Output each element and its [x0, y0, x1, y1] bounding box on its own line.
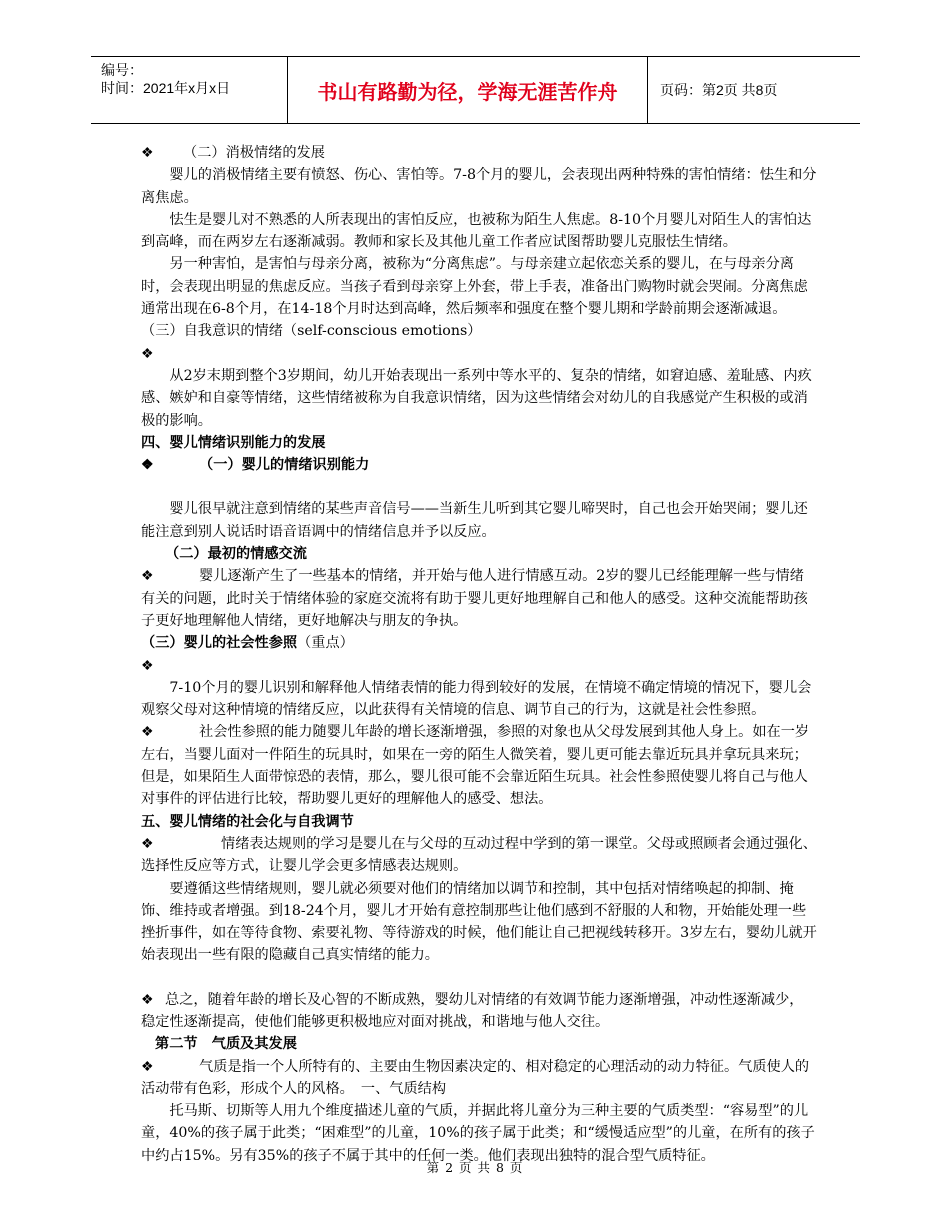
- subheading-emotion-recognition: ❖ （一）婴儿的情绪识别能力: [141, 454, 817, 476]
- bullet-icon: ❖: [141, 345, 154, 362]
- paragraph: ❖ 婴儿逐渐产生了一些基本的情绪，并开始与他人进行情感互动。2岁的婴儿已经能理解一些与情绪有关的问题，此时关于情绪体验的家庭交流将有助于婴儿更好地理解自己和他人的感受。这种交流能帮助孩子更好地理解他人情绪，更好地解决与朋友的争执。: [141, 565, 817, 632]
- bullet-icon: ❖: [141, 657, 154, 674]
- bullet-icon: ❖: [141, 145, 154, 161]
- section-heading-temperament: 第二节 气质及其发展: [155, 1036, 297, 1053]
- section-heading-4: 四、婴儿情绪识别能力的发展: [141, 434, 326, 451]
- paragraph: 怯生是婴儿对不熟悉的人所表现出的害怕反应，也被称为陌生人焦虑。8-10个月婴儿对陌生人的害怕达到高峰，而在两岁左右逐渐减弱。教师和家长及其他儿童工作者应试图帮助婴儿克服怯生情绪。: [141, 211, 812, 251]
- paragraph: 另一种害怕，是害怕与母亲分离，被称为“分离焦虑”。与母亲建立起依恋关系的婴儿，在与母亲分离时，会表现出明显的焦虑反应。当孩子看到母亲穿上外套，带上手表，准备出门购物时就会哭闹。分离焦虑通常出现在6-8个月，在14-18个月时达到高峰，然后频率和强度在整个婴儿期和学龄前期会逐渐减退。: [141, 256, 808, 318]
- header-motto: 书山有路勤为径，学海无涯苦作舟: [287, 57, 648, 123]
- spacer: [141, 967, 817, 989]
- paragraph: ❖ 情绪表达规则的学习是婴儿在与父母的互动过程中学到的第一课堂。父母或照顾者会通过强化、选择性反应等方式，让婴儿学会更多情感表达规则。: [141, 833, 817, 878]
- bullet-icon: ❖: [141, 835, 154, 852]
- bullet-icon: ❖: [141, 724, 154, 741]
- page-header: [91, 56, 860, 124]
- subheading-social-referencing: （三）婴儿的社会性参照（重点）: [141, 635, 354, 652]
- paragraph: ❖ 气质是指一个人所特有的、主要由生物因素决定的、相对稳定的心理活动的动力特征。气质使人的活动带有色彩，形成个人的风格。 一、气质结构: [141, 1056, 817, 1101]
- paragraph: 婴儿很早就注意到情绪的某些声音信号——当新生儿听到其它婴儿啼哭时，自己也会开始哭闹；婴儿还能注意到别人说话时语音语调中的情绪信息并予以反应。: [141, 501, 808, 540]
- bullet-icon: ❖: [141, 457, 154, 474]
- bullet-icon: ❖: [141, 1058, 154, 1075]
- document-date: 时间：2021年x月x日: [101, 80, 231, 96]
- paragraph: ❖ 总之，随着年龄的增长及心智的不断成熟，婴幼儿对情绪的有效调节能力逐渐增强，冲动性逐渐减少，稳定性逐渐提高，使他们能够更积极地应对面对挑战，和谐地与他人交往。: [141, 989, 817, 1034]
- document-number-label: 编号：: [101, 62, 143, 78]
- paragraph: ❖ 社会性参照的能力随婴儿年龄的增长逐渐增强，参照的对象也从父母发展到其他人身上。如在一岁左右，当婴儿面对一件陌生的玩具时，如果在一旁的陌生人微笑着，婴儿更可能去靠近玩具并拿玩具来玩；但是，如果陌生人面带惊恐的表情，那么，婴儿很可能不会靠近陌生玩具。社会性参照使婴儿将自己与他人对事件的评估进行比较，帮助婴儿更好的理解他人的感受、想法。: [141, 721, 817, 810]
- spacer: [141, 476, 817, 498]
- bullet-line: [141, 655, 817, 677]
- paragraph: 要遵循这些情绪规则，婴儿就必须要对他们的情绪加以调节和控制，其中包括对情绪唤起的抑制、掩饰、维持或者增强。到18-24个月，婴儿才开始有意控制那些让他们感到不舒服的人和物，开始能处理一些挫折事件，如在等待食物、索要礼物、等待游戏的时候，他们能让自己把视线转移开。3岁左右，婴幼儿就开始表现出一些有限的隐藏自己真实情绪的能力。: [141, 880, 817, 964]
- bullet-icon: ❖: [141, 568, 154, 585]
- bullet-line: [141, 343, 817, 365]
- bullet-icon: ❖: [141, 991, 154, 1008]
- section-heading-5: 五、婴儿情绪的社会化与自我调节: [141, 813, 354, 830]
- paragraph: 7-10个月的婴儿识别和解释他人情绪表情的能力得到较好的发展，在情境不确定情境的情况下，婴儿会观察父母对这种情境的情绪反应，以此获得有关情境的信息、调节自己的行为，这就是社会性参照。: [141, 679, 812, 719]
- header-page-info: 页码：第2页 共8页: [660, 82, 778, 98]
- header-meta: [91, 57, 287, 123]
- paragraph: 婴儿的消极情绪主要有愤怒、伤心、害怕等。7-8个月的婴儿，会表现出两种特殊的害怕情绪：怯生和分离焦虑。: [141, 167, 817, 206]
- subheading-negative-emotions: ❖ （二）消极情绪的发展: [141, 142, 817, 164]
- paragraph: 托马斯、切斯等人用九个维度描述儿童的气质，并据此将儿童分为三种主要的气质类型：“容易型”的儿童，40%的孩子属于此类；“困难型”的儿童，10%的孩子属于此类；和“缓慢适应型”的儿童，在所有的孩子中约占15%。另有35%的孩子不属于其中的任何一类。他们表现出独特的混合型气质特征。: [141, 1103, 815, 1164]
- document-body: [141, 142, 817, 1167]
- page-footer: 第 2 页 共 8 页: [426, 1160, 524, 1175]
- subheading-self-conscious-emotions: （三）自我意识的情绪（self-conscious emotions）: [141, 323, 482, 340]
- paragraph: 从2岁末期到整个3岁期间，幼儿开始表现出一系列中等水平的、复杂的情绪，如窘迫感、羞耻感、内疚感、嫉妒和自豪等情绪，这些情绪被称为自我意识情绪，因为这些情绪会对幼儿的自我感觉产生积极的或消极的影响。: [141, 367, 812, 429]
- subheading-first-emotional-exchange: （二）最初的情感交流: [165, 546, 307, 563]
